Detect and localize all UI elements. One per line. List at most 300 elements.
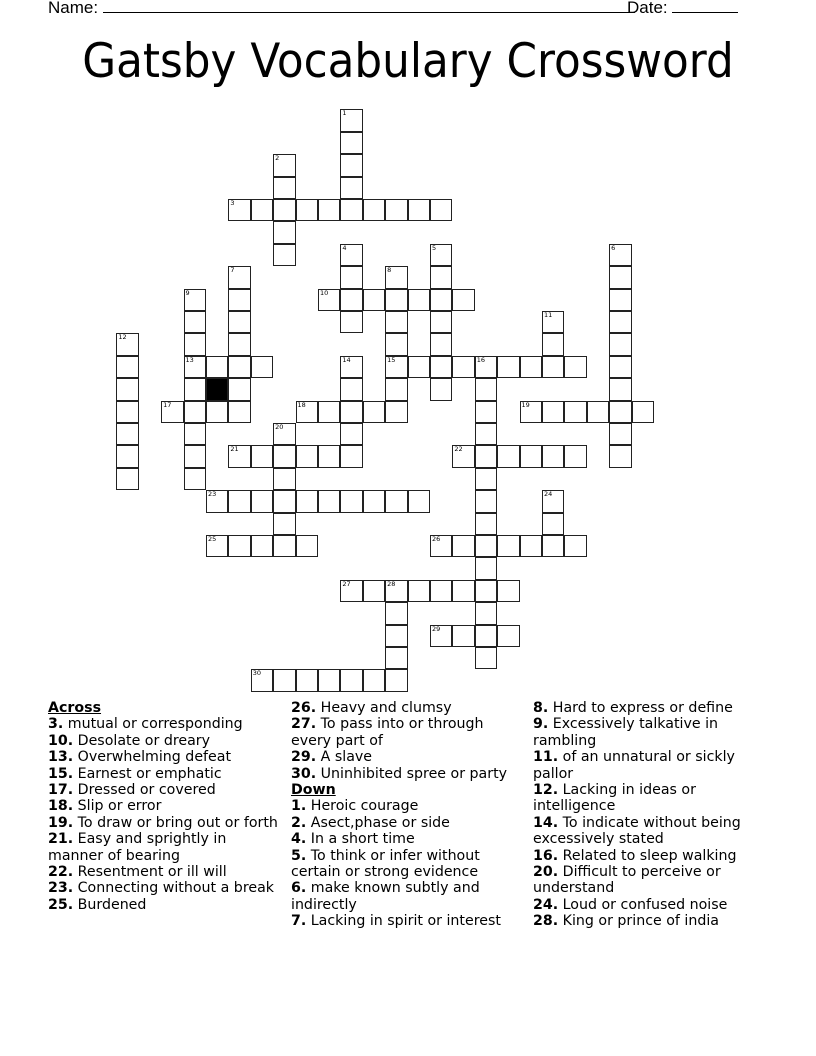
grid-cell[interactable] [273,468,295,490]
clue-item [48,749,283,765]
grid-cell[interactable] [363,401,385,423]
cell-number: 6 [611,243,616,252]
grid-cell[interactable] [184,378,206,400]
grid-cell[interactable] [497,356,519,378]
grid-cell[interactable] [273,669,295,691]
date-line[interactable] [672,0,738,13]
grid-cell[interactable] [564,445,586,467]
grid-cell[interactable] [340,154,362,176]
grid-cell[interactable] [385,647,407,669]
grid-cell[interactable] [475,468,497,490]
clues-column-1 [48,700,283,913]
grid-cell[interactable] [542,356,564,378]
clue-item [533,782,768,815]
clue-number: 20. [533,864,559,881]
clue-text: mutual or corresponding [63,716,243,733]
grid-cell[interactable] [385,378,407,400]
clue-text: To pass into or through every part of [291,716,484,749]
clue-number: 12. [533,782,559,799]
clue-number: 18. [48,798,74,815]
grid-cell[interactable] [296,490,318,512]
clue-text: Resentment or ill will [73,864,227,881]
cell-number: 4 [342,243,347,252]
clue-item [48,880,283,896]
grid-cell[interactable] [318,401,340,423]
grid-cell[interactable] [408,580,430,602]
date-label: Date: [627,0,668,17]
grid-cell[interactable] [475,445,497,467]
grid-cell[interactable] [273,423,295,445]
across-heading: Across [48,700,102,716]
clue-number: 4. [291,831,307,848]
grid-cell[interactable] [206,535,228,557]
grid-cell[interactable] [184,356,206,378]
grid-cell[interactable] [609,378,631,400]
clue-text: Uninhibited spree or party [316,765,508,782]
grid-cell[interactable] [251,535,273,557]
cell-number: 15 [387,355,396,364]
grid-cell[interactable] [251,669,273,691]
clue-item [291,848,526,881]
clue-number: 30. [291,765,317,782]
clue-text: Earnest or emphatic [73,765,222,782]
grid-cell[interactable] [452,535,474,557]
grid-cell[interactable] [587,401,609,423]
clue-number: 13. [48,749,74,766]
cell-number: 11 [543,310,553,319]
cell-number: 3 [230,198,235,207]
grid-cell[interactable] [273,445,295,467]
clue-number: 29. [291,749,317,766]
clue-text: To indicate without being excessively stated [533,814,741,848]
grid-cell[interactable] [385,311,407,333]
grid-cell[interactable] [184,445,206,467]
grid-cell[interactable] [542,401,564,423]
clue-number: 24. [533,896,559,913]
grid-cell[interactable] [430,356,452,378]
grid-cell[interactable] [273,154,295,176]
cell-number: 2 [275,154,280,163]
cell-number: 23 [207,490,217,499]
grid-cell[interactable] [273,513,295,535]
grid-cell[interactable] [542,311,564,333]
clue-text: Easy and sprightly in manner of bearing [48,831,227,864]
clue-text: A slave [316,749,373,766]
grid-cell[interactable] [475,580,497,602]
clue-number: 6. [291,880,307,897]
grid-cell[interactable] [340,289,362,311]
clue-number: 8. [533,700,549,716]
grid-cell[interactable] [340,132,362,154]
grid-cell[interactable] [340,177,362,199]
grid-cell[interactable] [408,490,430,512]
name-line[interactable] [103,0,635,13]
clue-item [291,913,526,929]
grid-cell[interactable] [340,311,362,333]
grid-cell[interactable] [318,669,340,691]
clue-item [291,749,526,765]
black-cell [206,378,228,400]
clue-number: 21. [48,831,74,848]
clue-text: Lacking in spirit or interest [306,913,501,930]
grid-cell[interactable] [452,580,474,602]
cell-number: 1 [342,109,347,118]
clue-number: 3. [48,716,64,733]
grid-cell[interactable] [340,445,362,467]
grid-cell[interactable] [318,289,340,311]
clue-text: Excessively talkative in rambling [533,716,719,749]
grid-cell[interactable] [340,378,362,400]
grid-cell[interactable] [475,513,497,535]
grid-cell[interactable] [385,333,407,355]
grid-cell[interactable] [251,356,273,378]
clue-text: of an unnatural or sickly pallor [533,749,735,782]
grid-cell[interactable] [475,490,497,512]
grid-cell[interactable] [609,401,631,423]
clue-item [48,897,283,913]
clue-text: Burdened [73,896,147,913]
grid-cell[interactable] [475,647,497,669]
clue-number: 16. [533,847,559,864]
grid-cell[interactable] [116,445,138,467]
clue-text: Lacking in ideas or intelligence [533,782,696,815]
clue-text: Slip or error [73,798,162,815]
grid-cell[interactable] [184,333,206,355]
cell-number: 25 [207,534,217,543]
clue-item [291,798,526,814]
grid-cell[interactable] [408,289,430,311]
clue-item [48,782,283,798]
cell-number: 21 [230,445,239,454]
cell-number: 5 [431,243,437,252]
grid-cell[interactable] [385,356,407,378]
cell-number: 27 [342,579,351,588]
grid-cell[interactable] [520,401,542,423]
clue-item [533,848,768,864]
cell-number: 19 [521,400,530,409]
clue-item [533,897,768,913]
grid-cell[interactable] [340,356,362,378]
grid-cell[interactable] [408,356,430,378]
grid-cell[interactable] [497,625,519,647]
clue-item [291,700,526,716]
grid-cell[interactable] [318,490,340,512]
grid-cell[interactable] [206,401,228,423]
grid-cell[interactable] [564,401,586,423]
cell-number: 10 [319,288,329,297]
clue-item [48,815,283,831]
grid-cell[interactable] [609,333,631,355]
grid-cell[interactable] [318,199,340,221]
clue-item [291,766,526,782]
clue-text: Heroic courage [306,798,419,815]
grid-cell[interactable] [340,423,362,445]
cell-number: 17 [163,400,172,409]
grid-cell[interactable] [184,289,206,311]
grid-cell[interactable] [385,669,407,691]
grid-cell[interactable] [430,580,452,602]
grid-cell[interactable] [542,333,564,355]
grid-cell[interactable] [363,580,385,602]
clue-item [291,831,526,847]
clue-number: 27. [291,716,317,733]
grid-cell[interactable] [363,199,385,221]
clue-number: 17. [48,782,74,799]
grid-cell[interactable] [228,535,250,557]
grid-cell[interactable] [363,669,385,691]
grid-cell[interactable] [475,625,497,647]
grid-cell[interactable] [184,423,206,445]
clue-text: make known subtly and indirectly [291,880,480,913]
clue-number: 25. [48,896,74,913]
grid-cell[interactable] [228,445,250,467]
cell-number: 26 [431,534,441,543]
grid-cell[interactable] [296,535,318,557]
grid-cell[interactable] [542,513,564,535]
clue-text: Desolate or dreary [73,732,211,749]
clue-number: 7. [291,913,307,930]
cell-number: 12 [118,333,127,342]
clue-number: 11. [533,749,559,766]
grid-cell[interactable] [116,423,138,445]
grid-cell[interactable] [273,490,295,512]
grid-cell[interactable] [206,356,228,378]
grid-cell[interactable] [363,289,385,311]
clue-text: Asect,phase or side [306,814,450,831]
grid-cell[interactable] [609,356,631,378]
grid-cell[interactable] [340,266,362,288]
grid-cell[interactable] [430,535,452,557]
cell-number: 14 [342,355,351,364]
grid-cell[interactable] [609,423,631,445]
grid-cell[interactable] [273,535,295,557]
clue-text: Loud or confused noise [558,896,728,913]
clue-item [533,815,768,848]
grid-cell[interactable] [385,401,407,423]
cell-number: 18 [297,400,306,409]
grid-cell[interactable] [340,109,362,131]
grid-cell[interactable] [385,580,407,602]
grid-cell[interactable] [430,199,452,221]
grid-cell[interactable] [475,602,497,624]
clue-item [48,831,283,864]
grid-cell[interactable] [116,468,138,490]
grid-cell[interactable] [475,378,497,400]
cell-number: 30 [252,669,262,678]
clue-item [533,749,768,782]
clue-item [291,716,526,749]
grid-cell[interactable] [430,289,452,311]
cell-number: 9 [185,288,190,297]
clue-text: Connecting without a break [73,880,274,897]
grid-cell[interactable] [385,266,407,288]
grid-cell[interactable] [609,311,631,333]
clue-number: 9. [533,716,549,733]
clue-text: To think or infer without certain or strong evidence [291,847,480,881]
grid-cell[interactable] [228,490,250,512]
clue-text: Hard to express or define [548,700,733,716]
grid-cell[interactable] [408,199,430,221]
grid-cell[interactable] [363,490,385,512]
grid-cell[interactable] [228,378,250,400]
grid-cell[interactable] [520,535,542,557]
cell-number: 8 [387,266,392,275]
clues-column-3 [533,700,768,930]
clue-text: In a short time [306,831,415,848]
grid-cell[interactable] [273,177,295,199]
clue-number: 5. [291,847,307,864]
grid-cell[interactable] [228,199,250,221]
grid-cell[interactable] [296,199,318,221]
cell-number: 7 [230,266,235,275]
down-heading: Down [291,782,336,799]
grid-cell[interactable] [296,445,318,467]
clue-number: 14. [533,814,559,831]
clue-text: Dressed or covered [73,782,216,799]
grid-cell[interactable] [161,401,183,423]
clue-text: To draw or bring out or forth [73,814,278,831]
grid-cell[interactable] [497,445,519,467]
cell-number: 20 [275,422,284,431]
grid-cell[interactable] [452,289,474,311]
clue-number: 23. [48,880,74,897]
clue-item [48,798,283,814]
grid-cell[interactable] [609,445,631,467]
clue-number: 10. [48,732,74,749]
grid-cell[interactable] [475,356,497,378]
name-field[interactable] [48,0,635,18]
grid-cell[interactable] [228,356,250,378]
grid-cell[interactable] [385,199,407,221]
grid-cell[interactable] [430,244,452,266]
grid-cell[interactable] [452,356,474,378]
clue-item [291,880,526,913]
clue-text: King or prince of india [558,913,719,930]
clue-text: Overwhelming defeat [73,749,232,766]
name-label: Name: [48,0,99,17]
clue-item [48,864,283,880]
clue-number: 28. [533,913,559,930]
grid-cell[interactable] [520,445,542,467]
grid-cell[interactable] [206,490,228,512]
clue-item [48,733,283,749]
grid-cell[interactable] [564,356,586,378]
grid-cell[interactable] [228,333,250,355]
grid-cell[interactable] [475,535,497,557]
clue-number: 26. [291,700,317,716]
grid-cell[interactable] [542,490,564,512]
grid-cell[interactable] [340,401,362,423]
grid-cell[interactable] [430,625,452,647]
clue-number: 2. [291,814,307,831]
grid-cell[interactable] [340,244,362,266]
grid-cell[interactable] [251,445,273,467]
grid-cell[interactable] [430,378,452,400]
grid-cell[interactable] [340,199,362,221]
grid-cell[interactable] [251,490,273,512]
grid-cell[interactable] [184,468,206,490]
grid-cell[interactable] [273,199,295,221]
clue-item [48,766,283,782]
grid-cell[interactable] [116,378,138,400]
grid-cell[interactable] [564,535,586,557]
grid-cell[interactable] [228,289,250,311]
grid-cell[interactable] [520,356,542,378]
grid-cell[interactable] [116,356,138,378]
clue-number: 1. [291,798,307,815]
grid-cell[interactable] [273,244,295,266]
cell-number: 22 [454,445,463,454]
grid-cell[interactable] [228,266,250,288]
clue-number: 15. [48,765,74,782]
grid-cell[interactable] [609,289,631,311]
cell-number: 29 [431,624,441,633]
grid-cell[interactable] [475,423,497,445]
grid-cell[interactable] [430,311,452,333]
clue-text: Heavy and clumsy [316,700,452,716]
grid-cell[interactable] [385,289,407,311]
clue-text: Related to sleep walking [558,847,737,864]
grid-cell[interactable] [497,535,519,557]
clue-item [48,716,283,732]
date-field[interactable] [627,0,738,18]
grid-cell[interactable] [430,333,452,355]
grid-cell[interactable] [542,535,564,557]
clue-number: 19. [48,814,74,831]
grid-cell[interactable] [228,401,250,423]
grid-cell[interactable] [296,401,318,423]
grid-cell[interactable] [609,244,631,266]
clues-column-2 [291,700,526,930]
grid-cell[interactable] [116,333,138,355]
grid-cell[interactable] [340,580,362,602]
grid-cell[interactable] [228,311,250,333]
clue-item [291,815,526,831]
clue-item [533,716,768,749]
grid-cell[interactable] [430,266,452,288]
grid-cell[interactable] [184,401,206,423]
clue-number: 22. [48,864,74,881]
clue-item [533,700,768,716]
grid-cell[interactable] [542,445,564,467]
grid-cell[interactable] [475,401,497,423]
clue-item [533,913,768,929]
grid-cell[interactable] [452,445,474,467]
grid-cell[interactable] [609,266,631,288]
grid-cell[interactable] [385,602,407,624]
cell-number: 16 [476,355,486,364]
grid-cell[interactable] [452,625,474,647]
grid-cell[interactable] [116,401,138,423]
grid-cell[interactable] [632,401,654,423]
grid-cell[interactable] [318,445,340,467]
grid-cell[interactable] [385,625,407,647]
grid-cell[interactable] [340,669,362,691]
grid-cell[interactable] [273,221,295,243]
grid-cell[interactable] [184,311,206,333]
grid-cell[interactable] [296,669,318,691]
clue-item [533,864,768,897]
grid-cell[interactable] [385,490,407,512]
grid-cell[interactable] [475,557,497,579]
grid-cell[interactable] [251,199,273,221]
cell-number: 13 [185,355,194,364]
clue-text: Difficult to perceive or understand [533,864,721,897]
grid-cell[interactable] [340,490,362,512]
cell-number: 28 [387,579,396,588]
page-title: Gatsby Vocabulary Crossword [82,34,734,89]
grid-cell[interactable] [497,580,519,602]
